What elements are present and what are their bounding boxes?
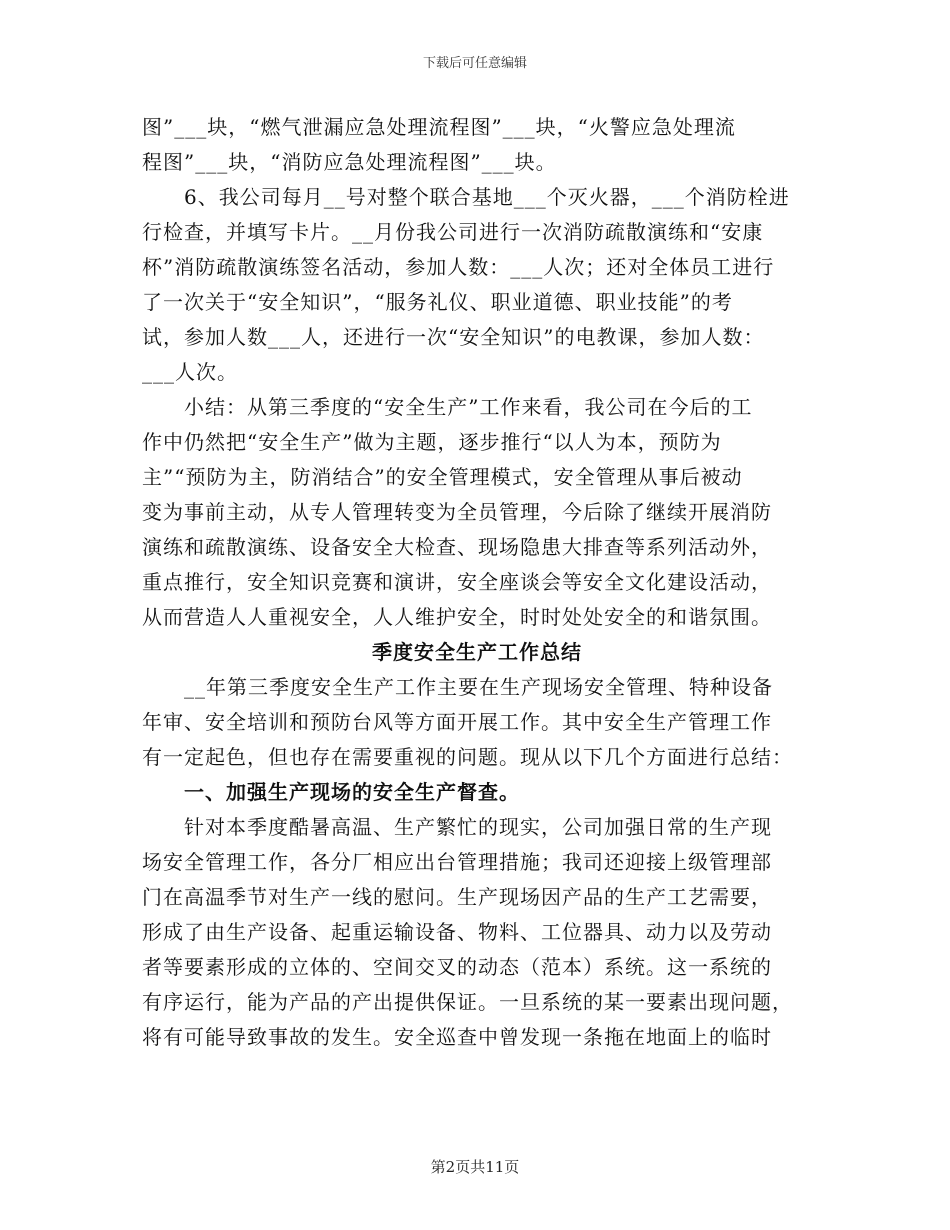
text-line: 门在高温季节对生产一线的慰问。生产现场因产品的生产工艺需要， — [142, 885, 772, 909]
text-line: 将有可能导致事故的发生。安全巡查中曾发现一条拖在地面上的临时 — [142, 1025, 772, 1049]
text-line: 杯”消防疏散演练签名活动，参加人数：___人次；还对全体员工进行 — [142, 255, 775, 279]
text-line: 场安全管理工作，各分厂相应出台管理措施；我司还迎接上级管理部 — [142, 850, 772, 874]
text-line: 形成了由生产设备、起重运输设备、物料、工位器具、动力以及劳动 — [142, 920, 772, 944]
text-line: 有序运行，能为产品的产出提供保证。一旦系统的某一要素出现问题， — [142, 990, 793, 1014]
text-line: 了一次关于“安全知识”，“服务礼仪、职业道德、职业技能”的考 — [142, 290, 733, 314]
text-line: 演练和疏散演练、设备安全大检查、现场隐患大排查等系列活动外， — [142, 535, 772, 559]
section-heading: 一、加强生产现场的安全生产督查。 — [184, 780, 520, 804]
page-header: 下载后可任意编辑 — [422, 56, 527, 71]
text-line: 行检查，并填写卡片。__月份我公司进行一次消防疏散演练和“安康 — [142, 220, 764, 244]
section-title: 季度安全生产工作总结 — [372, 640, 582, 664]
text-line: 有一定起色，但也存在需要重视的问题。现从以下几个方面进行总结： — [142, 745, 793, 769]
text-line: 小结：从第三季度的“安全生产”工作来看，我公司在今后的工 — [184, 395, 753, 419]
text-line: __年第三季度安全生产工作主要在生产现场安全管理、特种设备 — [184, 675, 773, 699]
page-footer: 第2页共11页 — [430, 1158, 520, 1176]
text-line: 程图”___块，“消防应急处理流程图”___块。 — [142, 150, 557, 174]
text-line: 针对本季度酷暑高温、生产繁忙的现实，公司加强日常的生产现 — [184, 815, 772, 839]
text-line: 作中仍然把“安全生产”做为主题，逐步推行“以人为本，预防为 — [142, 430, 722, 454]
text-line: 6、我公司每月__号对整个联合基地___个灭火器，___个消防栓进 — [184, 185, 790, 209]
document-body — [142, 110, 812, 1055]
text-line: 年审、安全培训和预防台风等方面开展工作。其中安全生产管理工作 — [142, 710, 772, 734]
text-line: 试，参加人数___人，还进行一次“安全知识”的电教课，参加人数： — [142, 325, 765, 349]
text-line: 重点推行，安全知识竞赛和演讲，安全座谈会等安全文化建设活动， — [142, 570, 772, 594]
text-line: 从而营造人人重视安全，人人维护安全，时时处处安全的和谐氛围。 — [142, 605, 772, 629]
text-line: 图”___块，“燃气泄漏应急处理流程图”___块，“火警应急处理流 — [142, 115, 736, 139]
text-line: 者等要素形成的立体的、空间交叉的动态（范本）系统。这一系统的 — [142, 955, 772, 979]
text-line: 变为事前主动，从专人管理转变为全员管理，今后除了继续开展消防 — [142, 500, 772, 524]
text-line: 主”“预防为主，防消结合”的安全管理模式，安全管理从事后被动 — [142, 465, 743, 489]
text-line: ___人次。 — [142, 360, 238, 384]
